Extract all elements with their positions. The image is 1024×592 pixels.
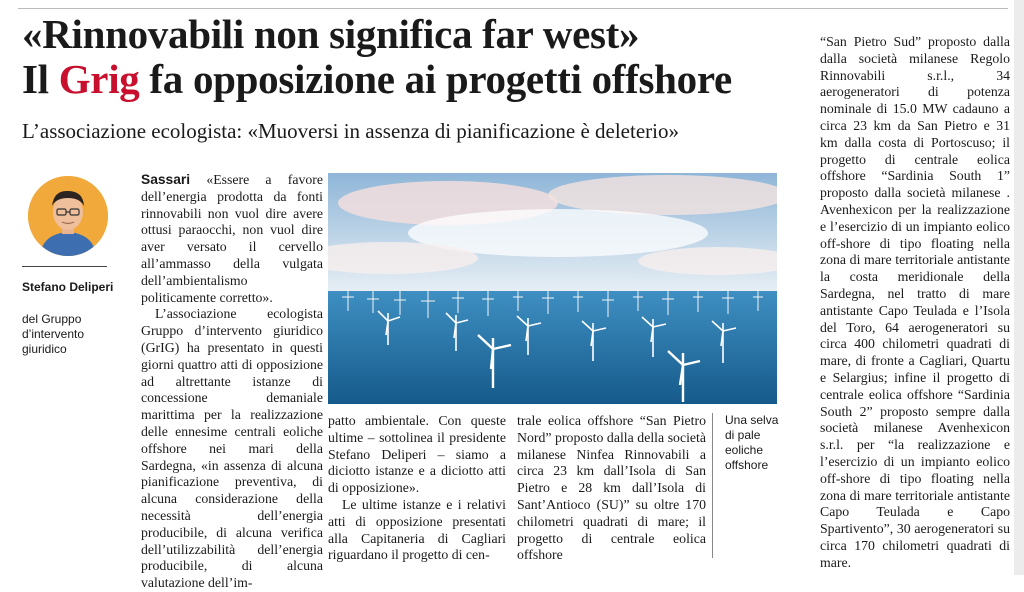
author-rule [22, 266, 107, 267]
offshore-wind-farm-photo-icon [328, 173, 777, 404]
article-column-4 [820, 34, 1010, 572]
author-portrait-icon [28, 176, 108, 256]
body-paragraph: Le ultime istanze e i relativi atti di opposizione presentati alla Capitaneria di Cagliari riguardano il progetto di cen- [328, 496, 506, 563]
dateline: Sassari [141, 172, 191, 187]
headline-accent-word: Grig [58, 56, 140, 102]
headline-line-1: «Rinnovabili non significa far west» [22, 11, 640, 57]
headline-line-2: Il Grig fa opposizione ai progetti offshore [22, 56, 732, 102]
photo-caption: Una selva di pale eoliche offshore [725, 413, 779, 472]
caption-rule [712, 413, 713, 558]
body-paragraph: patto ambientale. Con queste ultime – sottolinea il presidente Stefano Deliperi – siamo a diciotto istanze e a diciotto atti di opposizione». [328, 413, 506, 496]
headline [22, 12, 812, 102]
body-paragraph: trale eolica offshore “San Pietro Nord” proposto dalla della società milanese Ninfea Rinnovabili a circa 23 km dall’Isola di San Pietro e 28 km dall’Isola di Sant’Antioco (SU)” su oltre 170 chilometri quadrati di mare; il progetto di centrale eolica offshore [517, 413, 706, 563]
page-edge [1014, 0, 1024, 575]
article-column-2 [328, 413, 506, 564]
author-name: Stefano Deliperi [22, 280, 114, 294]
top-rule [18, 8, 1008, 9]
lead-paragraph: Sassari «Essere a favore dell’energia prodotta da fonti rinnovabili non vuol dire avere ottusi paraocchi, non vuol dire aver versato il cervello all’ammasso della vulgata dell’ambientalismo politicamente corretto». [141, 172, 323, 305]
author-avatar [28, 176, 108, 256]
article-column-3 [517, 413, 706, 564]
article-column-1 [141, 172, 323, 592]
body-paragraph: “San Pietro Sud” proposto dalla dalla società milanese Regolo Rinnovabili s.r.l., 34 aerogeneratori di potenza nominale di 15.0 MW cadauno a circa 23 km da San Pietro e 31 km dalla costa di Portoscuso; il progetto di centrale eolica offshore “Sardinia South 1” proposto dalla società milanese . Avenhexicon per la realizzazione e l’esercizio di un impianto eolico off-shore di tipo floating nella zona di mare territoriale antistante la costa meridionale della Sardegna, nel tratto di mare antistante Capo Teulada e l’Isola del Toro, 64 aerogeneratori su circa 400 chilometri quadrati di mare, di fronte a Cagliari, Quartu e Selargius; infine il progetto di centrale eolica offshore “Sardinia South 2” proposto sempre dalla società milanese Avenhexicon s.r.l. per “la realizzazione e l’esercizio di un impianto eolico off-shore di tipo floating nella zona di mare territoriale antistante Capo Teulada e Capo Spartivento”, 30 aerogeneratori su circa 170 chilometri quadrati di mare. [820, 34, 1010, 570]
body-paragraph: L’associazione ecologista Gruppo d’intervento giuridico (GrIG) ha presentato in questi giorni quattro atti di opposizione ad altrettante istanze di concessione demaniale marittima per la realizzazione delle ennesime centrali eoliche offshore nei mari della Sardegna, «in assenza di alcuna pianificazione preventiva, di alcuna considerazione della necessità dell’energia producibile, di alcuna verifica dell’utilizzabilità dell’energia producibile, di alcuna valutazione dell’im- [141, 306, 323, 591]
wind-farm-photo [328, 173, 777, 404]
subheadline: L’associazione ecologista: «Muoversi in assenza di pianificazione è deleterio» [22, 119, 679, 143]
author-role: del Gruppo d’intervento giuridico [22, 312, 85, 356]
